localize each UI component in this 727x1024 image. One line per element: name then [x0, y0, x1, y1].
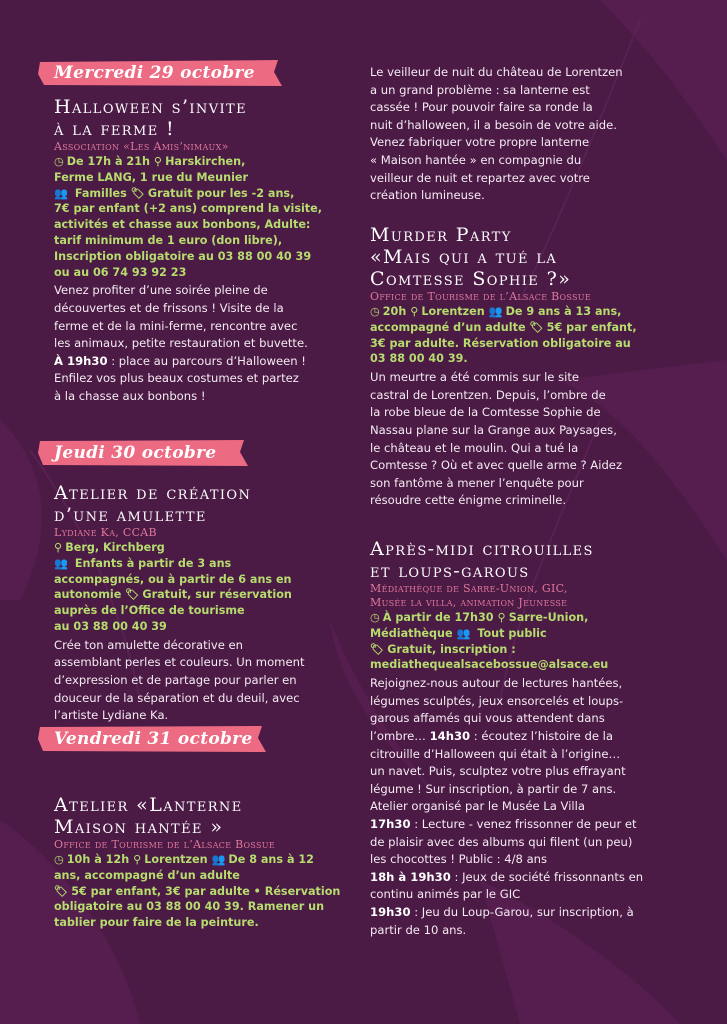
event-lanterne-description: Le veilleur de nuit du château de Lorentzen a un grand problème : sa lanterne est cassée ! Pour pouvoir faire sa ronde la nuit d’halloween, il a besoin de votre aide. Venez fabriquer votre propre lanterne « Maison hantée » en compagnie du veilleur de nuit et repartez avec votre création lumineuse. — [370, 65, 623, 203]
location-pin-icon: ⚲ — [133, 853, 142, 866]
date-label: Mercredi 29 octobre — [54, 63, 255, 83]
event-info: ⚲ Berg, Kirchberg 👥 Enfants à partir de 3 ans accompagnés, ou à partir de 6 ans en autonomie 🏷 Gratuit, sur réservation auprès de l’Office de tourisme au 03 88 00 40 39 — [54, 541, 292, 633]
event-info: ◷ 10h à 12h ⚲ Lorentzen 👥 De 8 ans à 12 ans, accompagné d’un adulte 🏷 5€ par enfant, 3€ par adulte • Réservation obligatoire au 03 88 00 40 39. Ramener un tablier pour faire de la peinture. — [54, 853, 341, 930]
price-tag-icon: 🏷 — [370, 642, 385, 656]
people-icon: 👥 — [54, 556, 68, 570]
location-pin-icon: ⚲ — [410, 305, 419, 318]
date-label: Vendredi 31 octobre — [54, 729, 253, 749]
event-title: Atelier «Lanterne Maison hantée » — [54, 794, 243, 838]
event-description: Venez profiter d’une soirée pleine de découvertes et de frissons ! Visite de la ferme et de la mini-ferme, rencontre avec les animaux, petite restauration et buvette. À 19h30 : place au parcours d’Halloween ! Enfilez vos plus beaux costumes et partez à la chasse aux bonbons ! — [54, 283, 308, 403]
event-title: Murder Party «Mais qui a tué la Comtesse Sophie ?» — [370, 224, 572, 290]
clock-icon: ◷ — [54, 155, 64, 168]
event-organizer: Office de Tourisme de l’Alsace Bossue — [54, 838, 275, 851]
event-halloween — [54, 96, 354, 406]
price-tag-icon: 🏷 — [130, 186, 145, 200]
people-icon: 👥 — [54, 186, 68, 200]
event-info: ◷ 20h ⚲ Lorentzen 👥 De 9 ans à 13 ans, accompagné d’un adulte 🏷 5€ par enfant, 3€ par adulte. Réservation obligatoire au 03 88 00 40 39. — [370, 305, 637, 366]
event-lanterne — [54, 794, 354, 931]
location-pin-icon: ⚲ — [54, 541, 63, 554]
date-banner-wednesday — [38, 58, 284, 88]
people-icon: 👥 — [488, 305, 503, 318]
event-info: ◷ De 17h à 21h ⚲ Harskirchen, Ferme LANG, 1 rue du Meunier 👥 Familles 🏷 Gratuit pour les -2 ans, 7€ par enfant (+2 ans) comprend la visite, activités et chasse aux bonbons, Adulte: tarif minimum de 1 euro (don libre), Inscription obligatoire au 03 88 00 40 39 ou au 06 74 93 92 23 — [54, 155, 322, 279]
email-link[interactable]: mediathequealsacebossue@alsace.eu — [370, 658, 609, 672]
date-banner-thursday — [38, 438, 250, 468]
event-organizer: Office de Tourisme de l’Alsace Bossue — [370, 290, 591, 303]
clock-icon: ◷ — [54, 853, 64, 866]
people-icon: 👥 — [211, 853, 226, 866]
event-description: Rejoignez-nous autour de lectures hantées, légumes sculptés, jeux ensorcelés et loups- garous affamés qui vous attendent dans l’ombre… 14h30 : écoutez l’histoire de la citrouille d’Halloween qui était à l’origine… un navet. Puis, sculptez votre plus effrayant légume ! Sur inscription, à partir de 7 ans. Atelier organisé par le Musée La Villa 17h30 : Lecture - venez frissonner de peur et de plaisir avec des albums qui filent (un peu) les chocottes ! Public : 4/8 ans 18h à 19h30 : Jeux de société frissonnants en continu animés par le GIC 19h30 : Jeu du Loup-Garou, sur inscription, à partir de 10 ans. — [370, 676, 644, 937]
event-title: Halloween s’invite à la ferme ! — [54, 96, 247, 140]
event-title: Après-midi citrouilles et loups-garous — [370, 538, 594, 582]
event-organizer: Association «Les Amis’nimaux» — [54, 140, 229, 153]
price-tag-icon: 🏷 — [125, 588, 140, 602]
price-tag-icon: 🏷 — [529, 320, 544, 334]
date-banner-friday — [38, 724, 268, 754]
location-pin-icon: ⚲ — [153, 155, 163, 168]
clock-icon: ◷ — [370, 305, 380, 318]
event-title: Atelier de création d’une amulette — [54, 482, 252, 526]
event-organizer: Lydiane Ka, CCAB — [54, 526, 157, 539]
clock-icon: ◷ — [370, 611, 380, 624]
people-icon: 👥 — [456, 626, 471, 640]
event-amulette — [54, 482, 354, 725]
event-info: ◷ À partir de 17h30 ⚲ Sarre-Union, Médiathèque 👥 Tout public 🏷 Gratuit, inscription : mediathequealsacebossue@alsace.eu — [370, 610, 670, 673]
event-organizer: Médiathèque de Sarre-Union, GIC, Musée la villa, animation Jeunesse — [370, 582, 568, 609]
event-murder-party — [370, 224, 670, 510]
event-citrouilles — [370, 538, 670, 939]
event-description: Crée ton amulette décorative en assemblant perles et couleurs. Un moment d’expression et de partage pour parler en douceur de la séparation et du deuil, avec l’artiste Lydiane Ka. — [54, 637, 305, 723]
date-label: Jeudi 30 octobre — [54, 443, 217, 463]
price-tag-icon: 🏷 — [54, 884, 69, 898]
location-pin-icon: ⚲ — [497, 611, 506, 624]
event-description: Un meurtre a été commis sur le site castral de Lorentzen. Depuis, l’ombre de la robe bleue de la Comtesse Sophie de Nassau plane sur la Grange aux Paysages, le château et le moulin. Qui a tué la Comtesse ? Où et avec quelle arme ? Aidez son fantôme à mener l’enquête pour résoudre cette énigme criminelle. — [370, 370, 623, 508]
